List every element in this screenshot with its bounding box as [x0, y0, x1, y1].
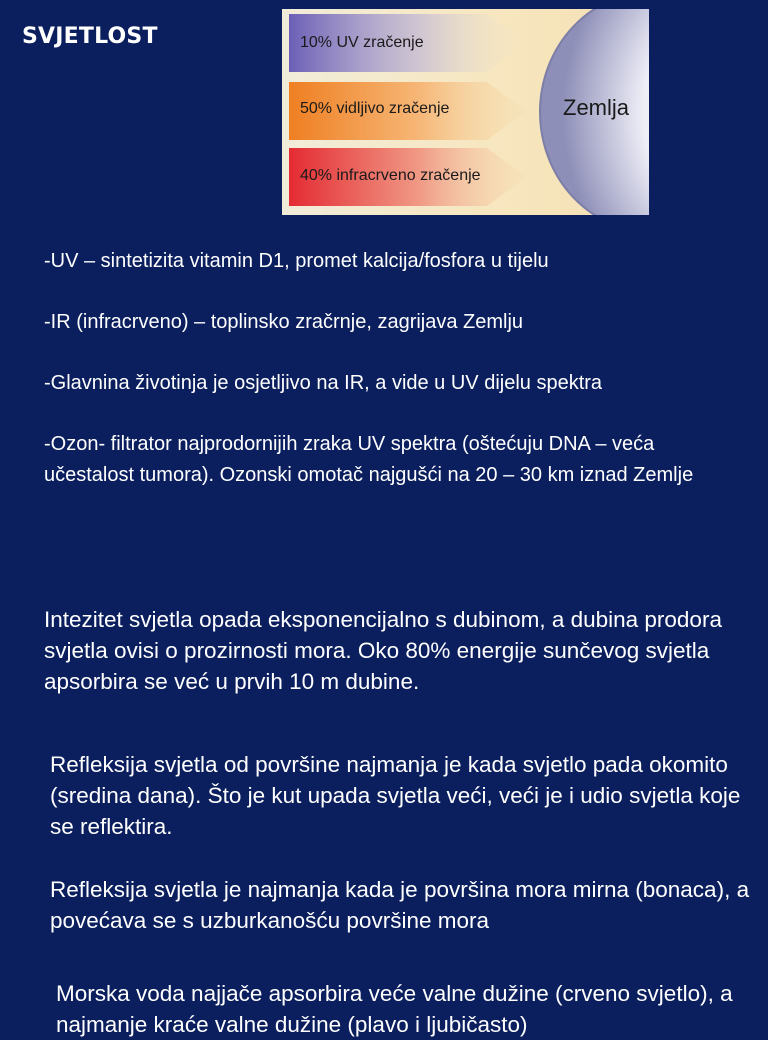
bullet-list [44, 246, 734, 521]
radiation-figure [282, 9, 649, 215]
paragraph-intensity: Intezitet svjetla opada eksponencijalno s dubinom, a dubina prodora svjetla ovisi o prozirnosti mora. Oko 80% energije sunčevog svjetla apsorbira se već u prvih 10 m dubine. [44, 607, 722, 694]
slide-title: SVJETLOST [22, 24, 158, 49]
paragraph-reflection-angle: Refleksija svjetla od površine najmanja je kada svjetlo pada okomito (sredina dana). Što je kut upada svjetla veći, veći je i udio svjetla koje se reflektira. [50, 752, 741, 839]
bullet-uv: -UV – sintetizita vitamin D1, promet kalcija/fosfora u tijelu [44, 250, 549, 272]
paragraph-reflection-surface: Refleksija svjetla je najmanja kada je površina mora mirna (bonaca), a povećava se s uzburkanošću površine mora [50, 877, 750, 933]
paragraph-absorption: Morska voda najjače apsorbira veće valne dužine (crveno svjetlo), a najmanje kraće valne dužine (plavo i ljubičasto) [56, 981, 733, 1037]
bullet-animals: -Glavnina životinja je osjetljivo na IR, a vide u UV dijelu spektra [44, 372, 603, 394]
uv-label: 10% UV zračenje [300, 34, 424, 51]
earth-label: Zemlja [563, 95, 630, 120]
visible-label: 50% vidljivo zračenje [300, 100, 450, 117]
infrared-label: 40% infracrveno zračenje [300, 167, 481, 184]
bullet-ir: -IR (infracrveno) – toplinsko zračrnje, zagrijava Zemlju [44, 311, 524, 333]
bullet-ozone: -Ozon- filtrator najprodornijih zraka UV spektra (oštećuju DNA – veća učestalost tumora). Ozonski omotač najgušći na 20 – 30 km iznad Zemlje [44, 433, 694, 486]
